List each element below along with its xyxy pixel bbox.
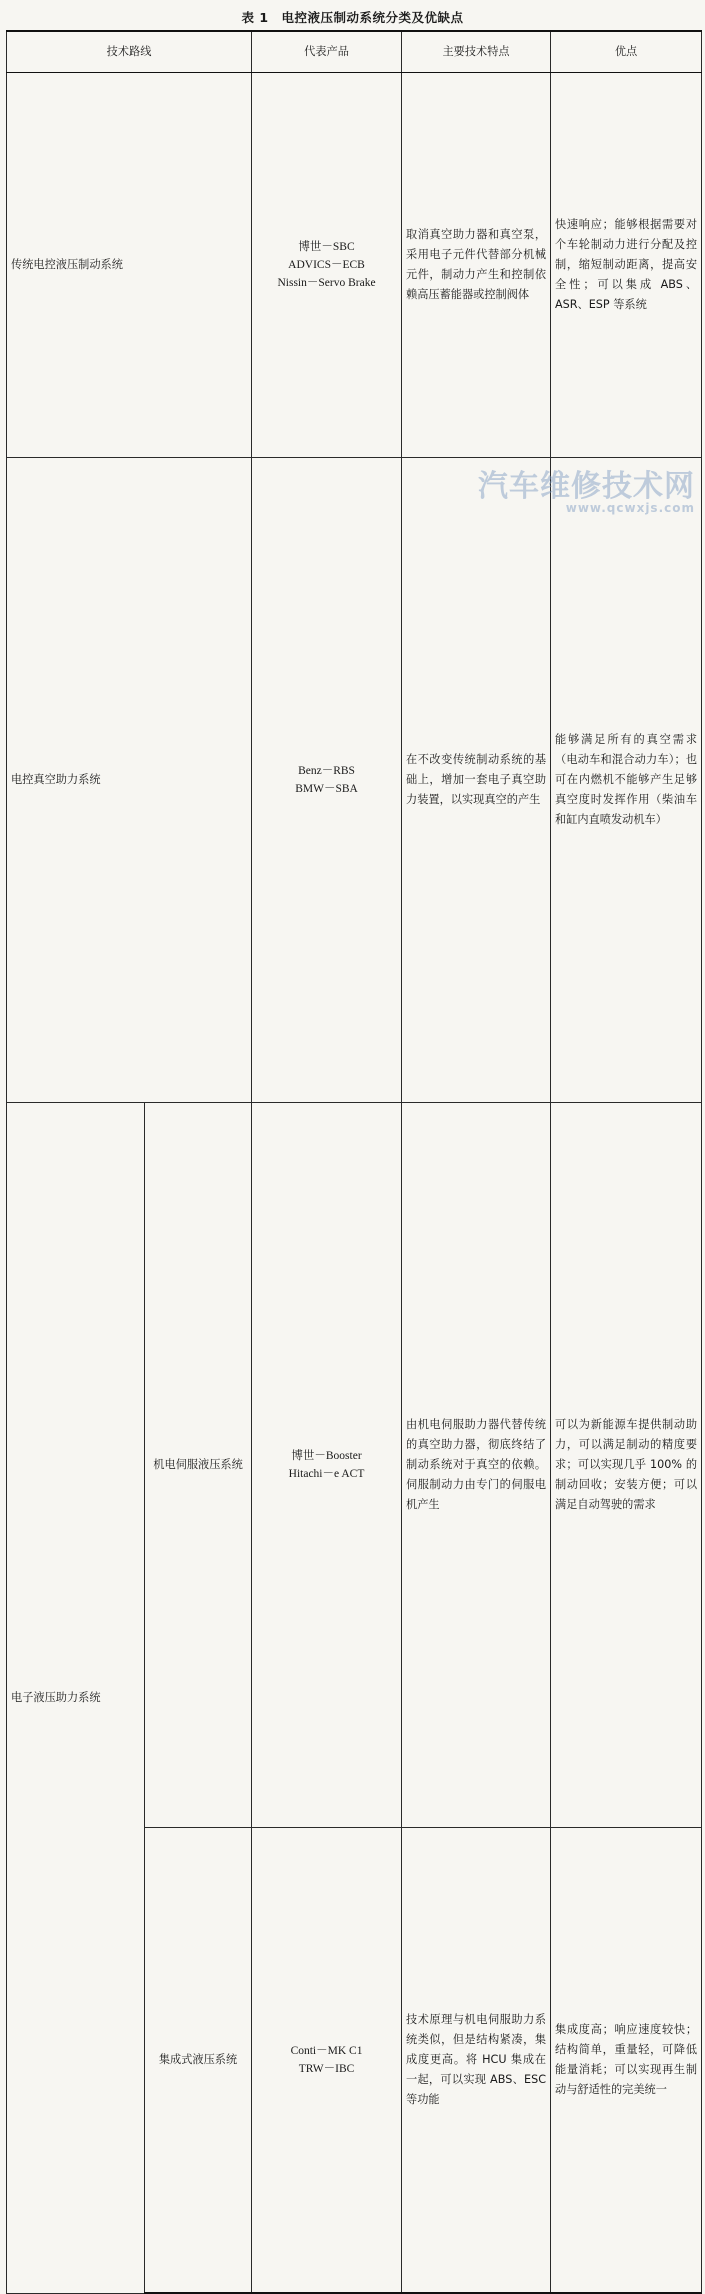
watermark-title: 汽车维修技术网 [478, 469, 695, 504]
route-cell: 电控真空助力系统 [7, 458, 252, 1103]
classification-table [6, 30, 702, 2294]
features-cell: 技术原理与机电伺服助力系统类似，但是结构紧凑，集成度更高。将 HCU 集成在一起，可以实现 ABS、ESC 等功能 [402, 1828, 551, 2294]
product-item: TRW－IBC [298, 2063, 355, 2075]
product-cell [252, 1828, 402, 2294]
features-cell: 在不改变传统制动系统的基础上，增加一套电子真空助力装置，以实现真空的产生 [402, 458, 551, 1103]
product-item: Conti－MK C1 [290, 2045, 363, 2057]
product-item: Hitachi－e ACT [288, 1468, 365, 1480]
features-cell: 由机电伺服助力器代替传统的真空助力器，彻底终结了制动系统对于真空的依赖。伺服制动力由专门的伺服电机产生 [402, 1103, 551, 1828]
watermark-url: www.qcwxjs.com [565, 501, 695, 515]
table-caption: 表 1 电控液压制动系统分类及优缺点 [241, 10, 464, 25]
pros-cell: 快速响应；能够根据需要对个车轮制动力进行分配及控制，缩短制动距离，提高安全性；可以集成 ABS、ASR、ESP 等系统 [551, 73, 702, 458]
route-cell: 传统电控液压制动系统 [7, 73, 252, 458]
table-row [7, 458, 702, 1103]
table-row [7, 1103, 702, 1828]
product-item: 博世－SBC [298, 241, 355, 253]
product-item: 博世－Booster [291, 1450, 362, 1462]
product-item: Benz－RBS [298, 765, 355, 777]
features-cell: 取消真空助力器和真空泵，采用电子元件代替部分机械元件，制动力产生和控制依赖高压蓄能器或控制阀体 [402, 73, 551, 458]
subroute-cell: 集成式液压系统 [145, 1828, 252, 2294]
product-cell [252, 458, 402, 1103]
pros-cell: 能够满足所有的真空需求（电动车和混合动力车）；也可在内燃机不能够产生足够真空度时发挥作用（柴油车和缸内直喷发动机车） [551, 458, 702, 1103]
header-features: 主要技术特点 [402, 31, 551, 73]
product-cell [252, 73, 402, 458]
header-route: 技术路线 [7, 31, 252, 73]
subroute-cell: 机电伺服液压系统 [145, 1103, 252, 1828]
product-item: ADVICS－ECB [288, 259, 365, 271]
header-pros: 优点 [551, 31, 702, 73]
pros-cell: 集成度高；响应速度较快；结构简单，重量轻，可降低能量消耗；可以实现再生制动与舒适性的完美统一 [551, 1828, 702, 2294]
header-product: 代表产品 [252, 31, 402, 73]
group-route-cell: 电子液压助力系统 [7, 1103, 145, 2294]
product-item: Nissin－Servo Brake [277, 277, 376, 289]
header-row [7, 31, 702, 73]
product-cell [252, 1103, 402, 1828]
table-row [7, 73, 702, 458]
pros-cell: 可以为新能源车提供制动助力，可以满足制动的精度要求；可以实现几乎 100% 的制动回收；安装方便；可以满足自动驾驶的需求 [551, 1103, 702, 1828]
product-item: BMW－SBA [295, 783, 358, 795]
